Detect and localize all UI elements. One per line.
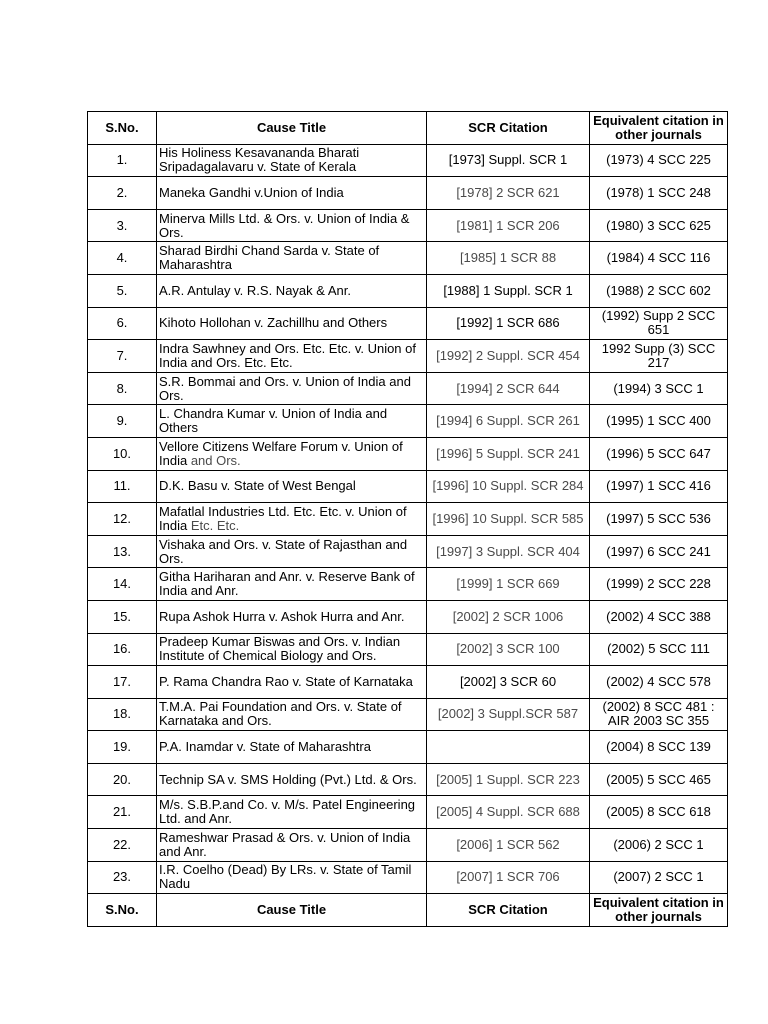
cause-title-text: Sharad Birdhi Chand Sarda v. State of Maharashtra bbox=[159, 243, 380, 273]
cause-title-text: Kihoto Hollohan v. Zachillhu and Others bbox=[159, 315, 388, 331]
footer-cause-title: Cause Title bbox=[157, 894, 427, 927]
row-equivalent-citation: (2004) 8 SCC 139 bbox=[590, 731, 728, 764]
table-row bbox=[88, 600, 728, 633]
row-cause-title bbox=[157, 698, 427, 731]
row-equivalent-citation: (1997) 6 SCC 241 bbox=[590, 535, 728, 568]
row-equivalent-citation: (1980) 3 SCC 625 bbox=[590, 209, 728, 242]
row-scr-citation: [2002] 3 SCR 60 bbox=[427, 666, 590, 699]
row-serial-number: 20. bbox=[88, 763, 157, 796]
cause-title-text: L. Chandra Kumar v. Union of India and Others bbox=[159, 406, 388, 436]
row-scr-citation: [1996] 10 Suppl. SCR 284 bbox=[427, 470, 590, 503]
row-equivalent-citation: (1999) 2 SCC 228 bbox=[590, 568, 728, 601]
row-cause-title bbox=[157, 340, 427, 373]
row-equivalent-citation: (1973) 4 SCC 225 bbox=[590, 144, 728, 177]
row-cause-title bbox=[157, 503, 427, 536]
row-equivalent-citation: (1996) 5 SCC 647 bbox=[590, 437, 728, 470]
table-row bbox=[88, 242, 728, 275]
table-row bbox=[88, 633, 728, 666]
row-cause-title bbox=[157, 144, 427, 177]
row-serial-number: 14. bbox=[88, 568, 157, 601]
row-equivalent-citation: (1988) 2 SCC 602 bbox=[590, 274, 728, 307]
row-scr-citation: [1992] 2 Suppl. SCR 454 bbox=[427, 340, 590, 373]
row-equivalent-citation: (2006) 2 SCC 1 bbox=[590, 829, 728, 862]
table-body bbox=[88, 144, 728, 894]
row-equivalent-citation: (1997) 5 SCC 536 bbox=[590, 503, 728, 536]
row-scr-citation: [1994] 2 SCR 644 bbox=[427, 372, 590, 405]
row-scr-citation: [1988] 1 Suppl. SCR 1 bbox=[427, 274, 590, 307]
footer-scr-citation: SCR Citation bbox=[427, 894, 590, 927]
row-serial-number: 22. bbox=[88, 829, 157, 862]
cause-title-text: Maneka Gandhi v.Union of India bbox=[159, 184, 344, 200]
row-serial-number: 7. bbox=[88, 340, 157, 373]
row-equivalent-citation: (2002) 8 SCC 481 : AIR 2003 SC 355 bbox=[590, 698, 728, 731]
row-equivalent-citation: (1994) 3 SCC 1 bbox=[590, 372, 728, 405]
table-row bbox=[88, 405, 728, 438]
cause-title-text: M/s. S.B.P.and Co. v. M/s. Patel Engineering Ltd. and Anr. bbox=[159, 797, 416, 827]
cause-title-text: Pradeep Kumar Biswas and Ors. v. Indian Institute of Chemical Biology and Ors. bbox=[159, 634, 401, 664]
row-scr-citation: [1999] 1 SCR 669 bbox=[427, 568, 590, 601]
row-scr-citation: [1985] 1 SCR 88 bbox=[427, 242, 590, 275]
cause-title-text: I.R. Coelho (Dead) By LRs. v. State of Tamil Nadu bbox=[159, 862, 412, 892]
row-serial-number: 19. bbox=[88, 731, 157, 764]
row-equivalent-citation: (2005) 8 SCC 618 bbox=[590, 796, 728, 829]
row-serial-number: 2. bbox=[88, 177, 157, 210]
row-scr-citation: [2005] 1 Suppl. SCR 223 bbox=[427, 763, 590, 796]
row-cause-title bbox=[157, 177, 427, 210]
table-row bbox=[88, 372, 728, 405]
row-serial-number: 9. bbox=[88, 405, 157, 438]
row-cause-title bbox=[157, 307, 427, 340]
case-citation-table bbox=[87, 111, 728, 927]
row-scr-citation: [2002] 3 Suppl.SCR 587 bbox=[427, 698, 590, 731]
table-row bbox=[88, 437, 728, 470]
cause-title-suffix: and Ors. bbox=[187, 452, 241, 468]
row-serial-number: 6. bbox=[88, 307, 157, 340]
cause-title-text: P.A. Inamdar v. State of Maharashtra bbox=[159, 739, 371, 755]
table-row bbox=[88, 274, 728, 307]
row-cause-title bbox=[157, 796, 427, 829]
row-cause-title bbox=[157, 633, 427, 666]
footer-equivalent-citation: Equivalent citation in other journals bbox=[590, 894, 728, 927]
row-scr-citation: [2007] 1 SCR 706 bbox=[427, 861, 590, 894]
row-scr-citation: [1992] 1 SCR 686 bbox=[427, 307, 590, 340]
cause-title-text: Vishaka and Ors. v. State of Rajasthan and Ors. bbox=[159, 536, 408, 566]
cause-title-text: Mafatlal Industries Ltd. Etc. Etc. v. Union of India bbox=[159, 503, 407, 533]
row-cause-title bbox=[157, 470, 427, 503]
row-cause-title bbox=[157, 829, 427, 862]
table-row bbox=[88, 209, 728, 242]
row-cause-title bbox=[157, 763, 427, 796]
table-row bbox=[88, 470, 728, 503]
row-equivalent-citation: 1992 Supp (3) SCC 217 bbox=[590, 340, 728, 373]
cause-title-text: A.R. Antulay v. R.S. Nayak & Anr. bbox=[159, 282, 351, 298]
row-cause-title bbox=[157, 437, 427, 470]
row-serial-number: 15. bbox=[88, 600, 157, 633]
row-scr-citation: [1996] 10 Suppl. SCR 585 bbox=[427, 503, 590, 536]
table-footer-row bbox=[88, 894, 728, 927]
row-serial-number: 21. bbox=[88, 796, 157, 829]
table-row bbox=[88, 861, 728, 894]
row-equivalent-citation: (2005) 5 SCC 465 bbox=[590, 763, 728, 796]
row-cause-title bbox=[157, 861, 427, 894]
row-cause-title bbox=[157, 372, 427, 405]
row-serial-number: 10. bbox=[88, 437, 157, 470]
row-cause-title bbox=[157, 242, 427, 275]
row-scr-citation bbox=[427, 731, 590, 764]
cause-title-text: Rameshwar Prasad & Ors. v. Union of India and Anr. bbox=[159, 829, 411, 859]
row-scr-citation: [1973] Suppl. SCR 1 bbox=[427, 144, 590, 177]
cause-title-text: D.K. Basu v. State of West Bengal bbox=[159, 478, 356, 494]
cause-title-suffix: Etc. Etc. bbox=[187, 517, 240, 533]
table-row bbox=[88, 177, 728, 210]
cause-title-text: Minerva Mills Ltd. & Ors. v. Union of India & Ors. bbox=[159, 210, 410, 240]
row-serial-number: 1. bbox=[88, 144, 157, 177]
row-equivalent-citation: (1984) 4 SCC 116 bbox=[590, 242, 728, 275]
row-cause-title bbox=[157, 600, 427, 633]
row-serial-number: 8. bbox=[88, 372, 157, 405]
row-cause-title bbox=[157, 568, 427, 601]
row-serial-number: 17. bbox=[88, 666, 157, 699]
table-row bbox=[88, 307, 728, 340]
row-scr-citation: [2006] 1 SCR 562 bbox=[427, 829, 590, 862]
row-equivalent-citation: (2002) 5 SCC 111 bbox=[590, 633, 728, 666]
row-serial-number: 11. bbox=[88, 470, 157, 503]
row-equivalent-citation: (2002) 4 SCC 578 bbox=[590, 666, 728, 699]
row-equivalent-citation: (1978) 1 SCC 248 bbox=[590, 177, 728, 210]
row-serial-number: 5. bbox=[88, 274, 157, 307]
row-serial-number: 13. bbox=[88, 535, 157, 568]
row-scr-citation: [1981] 1 SCR 206 bbox=[427, 209, 590, 242]
table-row bbox=[88, 829, 728, 862]
table-header-row bbox=[88, 112, 728, 145]
cause-title-text: Indra Sawhney and Ors. Etc. Etc. v. Union of India and Ors. Etc. Etc. bbox=[159, 340, 416, 370]
table-row bbox=[88, 568, 728, 601]
cause-title-text: Vellore Citizens Welfare Forum v. Union of India bbox=[159, 438, 403, 468]
table-row bbox=[88, 731, 728, 764]
row-equivalent-citation: (1997) 1 SCC 416 bbox=[590, 470, 728, 503]
cause-title-text: S.R. Bommai and Ors. v. Union of India and Ors. bbox=[159, 373, 411, 403]
cause-title-text: T.M.A. Pai Foundation and Ors. v. State of Karnataka and Ors. bbox=[159, 699, 402, 729]
header-cause-title: Cause Title bbox=[157, 112, 427, 145]
row-serial-number: 16. bbox=[88, 633, 157, 666]
table-row bbox=[88, 144, 728, 177]
row-cause-title bbox=[157, 274, 427, 307]
row-cause-title bbox=[157, 209, 427, 242]
row-equivalent-citation: (1992) Supp 2 SCC 651 bbox=[590, 307, 728, 340]
footer-sno: S.No. bbox=[88, 894, 157, 927]
row-cause-title bbox=[157, 405, 427, 438]
row-scr-citation: [2005] 4 Suppl. SCR 688 bbox=[427, 796, 590, 829]
row-scr-citation: [2002] 3 SCR 100 bbox=[427, 633, 590, 666]
row-serial-number: 23. bbox=[88, 861, 157, 894]
cause-title-text: Githa Hariharan and Anr. v. Reserve Bank of India and Anr. bbox=[159, 569, 415, 599]
cause-title-text: His Holiness Kesavananda Bharati Sripadagalavaru v. State of Kerala bbox=[159, 145, 360, 175]
cause-title-text: Rupa Ashok Hurra v. Ashok Hurra and Anr. bbox=[159, 608, 405, 624]
row-serial-number: 4. bbox=[88, 242, 157, 275]
cause-title-text: Technip SA v. SMS Holding (Pvt.) Ltd. & Ors. bbox=[159, 771, 417, 787]
row-equivalent-citation: (1995) 1 SCC 400 bbox=[590, 405, 728, 438]
row-cause-title bbox=[157, 731, 427, 764]
table-row bbox=[88, 503, 728, 536]
header-equivalent-citation: Equivalent citation in other journals bbox=[590, 112, 728, 145]
row-cause-title bbox=[157, 535, 427, 568]
cause-title-text: P. Rama Chandra Rao v. State of Karnataka bbox=[159, 673, 413, 689]
table-row bbox=[88, 698, 728, 731]
table-row bbox=[88, 340, 728, 373]
row-equivalent-citation: (2007) 2 SCC 1 bbox=[590, 861, 728, 894]
header-sno: S.No. bbox=[88, 112, 157, 145]
row-scr-citation: [1996] 5 Suppl. SCR 241 bbox=[427, 437, 590, 470]
row-scr-citation: [1997] 3 Suppl. SCR 404 bbox=[427, 535, 590, 568]
row-serial-number: 18. bbox=[88, 698, 157, 731]
row-serial-number: 3. bbox=[88, 209, 157, 242]
row-scr-citation: [2002] 2 SCR 1006 bbox=[427, 600, 590, 633]
row-scr-citation: [1994] 6 Suppl. SCR 261 bbox=[427, 405, 590, 438]
row-serial-number: 12. bbox=[88, 503, 157, 536]
row-equivalent-citation: (2002) 4 SCC 388 bbox=[590, 600, 728, 633]
table-row bbox=[88, 763, 728, 796]
table-row bbox=[88, 796, 728, 829]
row-cause-title bbox=[157, 666, 427, 699]
table-row bbox=[88, 535, 728, 568]
table-row bbox=[88, 666, 728, 699]
row-scr-citation: [1978] 2 SCR 621 bbox=[427, 177, 590, 210]
header-scr-citation: SCR Citation bbox=[427, 112, 590, 145]
